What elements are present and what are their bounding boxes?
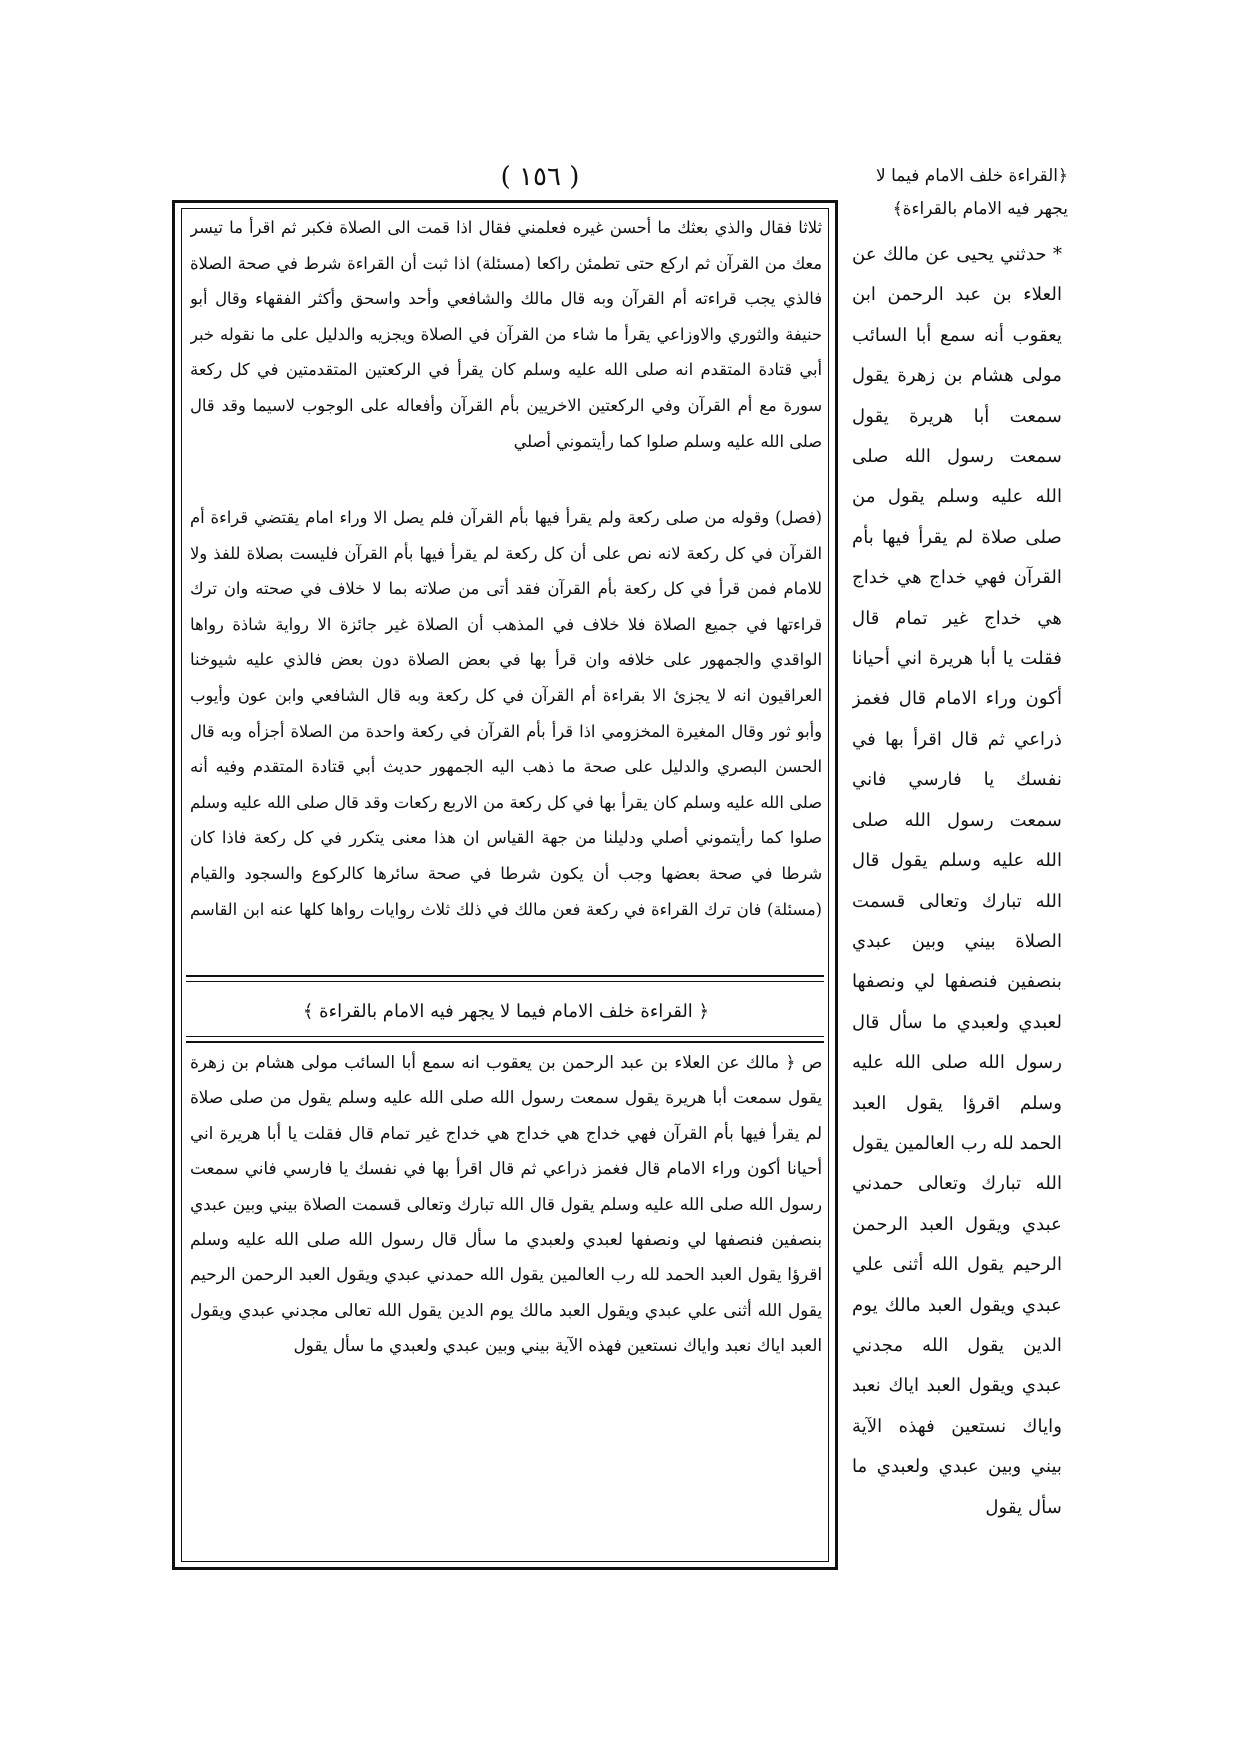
- marginal-hadith-text: * حدثني يحيى عن مالك عن العلاء بن عبد الرحمن ابن يعقوب أنه سمع أبا السائب مولى هشام بن زهرة يقول سمعت أبا هريرة يقول سمعت رسول الله صلى الله عليه وسلم يقول من صلى صلاة لم يقرأ فيها بأم القرآن فهي خداج هي خداج هي خداج غير تمام قال فقلت يا أبا هريرة اني أحيانا أكون وراء الامام قال فغمز ذراعي ثم قال اقرأ بها في نفسك يا فارسي فاني سمعت رسول الله صلى الله عليه وسلم يقول قال الله تبارك وتعالى قسمت الصلاة بيني وبين عبدي بنصفين فنصفها لي ونصفها لعبدي ولعبدي ما سأل قال رسول الله صلى الله عليه وسلم اقرؤا يقول العبد الحمد لله رب العالمين يقول الله تبارك وتعالى حمدني عبدي ويقول العبد الرحمن الرحيم يقول الله أثنى علي عبدي ويقول العبد مالك يوم الدين يقول الله مجدني عبدي ويقول العبد اياك نعبد واياك نستعين فهذه الآية بيني وبين عبدي ولعبدي ما سأل يقول: [852, 244, 1062, 1518]
- section-divider-top-thin: [186, 981, 824, 982]
- commentary-section-1: ثلاثا فقال والذي بعثك ما أحسن غيره فعلمني فقال اذا قمت الى الصلاة فكبر ثم اقرأ ما تيسر معك من القرآن ثم اركع حتى تطمئن راكعا (مسئلة) اذا ثبت أن القراءة شرط في صحة الصلاة فالذي يجب قراءته أم القرآن وبه قال مالك والشافعي وأحد واسحق وأكثر الفقهاء وقال أبو حنيفة والثوري والاوزاعي يقرأ ما شاء من القرآن في الصلاة ويجزيه والدليل على ما نقوله خبر أبي قتادة المتقدم انه صلى الله عليه وسلم كان يقرأ في الركعتين المتقدمتين في كل ركعة سورة مع أم القرآن وفي الركعتين الاخريين بأم القرآن وأفعاله على الوجوب لاسيما وقد قال صلى الله عليه وسلم صلوا كما رأيتموني أصلي: [190, 218, 822, 451]
- page-number: ( ١٥٦ ): [500, 162, 580, 192]
- marginal-heading: ﴿القراءة خلف الامام فيما لا يجهر فيه الامام بالقراءة﴾: [875, 166, 1068, 219]
- section-divider-bottom: [186, 1041, 824, 1043]
- section-divider-top: [186, 975, 824, 977]
- chapter-heading: ﴿ القراءة خلف الامام فيما لا يجهر فيه الامام بالقراءة ﴾: [302, 1001, 710, 1022]
- commentary-section-2: (فصل) وقوله من صلى ركعة ولم يقرأ فيها بأم القرآن فلم يصل الا وراء امام يقتضي قراءة أم القرآن في كل ركعة لانه نص على أن كل ركعة لم يقرأ فيها بأم القرآن فليست بصلاة للفذ ولا للامام فمن قرأ في كل ركعة بأم القرآن فقد أتى من صلاته بما لا خلاف في صحته وان ترك قراءتها في جميع الصلاة فلا خلاف في المذهب أن الصلاة غير جائزة الا رواية شاذة رواها الواقدي والجمهور على خلافه وان قرأ بها في بعض الصلاة دون بعض فالذي عليه شيوخنا العراقيون انه لا يجزئ الا بقراءة أم القرآن في كل ركعة وبه قال الشافعي وابن عون وأيوب وأبو ثور وقال المغيرة المخزومي اذا قرأ بأم القرآن في ركعة واحدة من الصلاة أجزأه وبه قال الحسن البصري والدليل على صحة ما ذهب اليه الجمهور حديث أبي قتادة المتقدم وفيه أنه صلى الله عليه وسلم كان يقرأ بها في كل ركعة من الاربع ركعات وقد قال صلى الله عليه وسلم صلوا كما رأيتموني أصلي ودليلنا من جهة القياس ان هذا معنى يتكرر في كل ركعة فاذا كان شرطا في صحة بعضها وجب أن يكون شرطا في صحة سائرها كالركوع والسجود والقيام (مسئلة) فان ترك القراءة في ركعة فعن مالك في ذلك ثلاث روايات رواها كلها عنه ابن القاسم: [190, 508, 822, 919]
- hadith-text-section: ص ﴿ مالك عن العلاء بن عبد الرحمن بن يعقوب انه سمع أبا السائب مولى هشام بن زهرة يقول سمعت أبا هريرة يقول سمعت رسول الله صلى الله عليه وسلم يقول من صلى صلاة لم يقرأ فيها بأم القرآن فهي خداج هي خداج هي خداج غير تمام قال فقلت يا أبا هريرة اني أحيانا أكون وراء الامام قال فغمز ذراعي ثم قال اقرأ بها في نفسك يا فارسي فاني سمعت رسول الله صلى الله عليه وسلم يقول قال الله تبارك وتعالى قسمت الصلاة بيني وبين عبدي بنصفين فنصفها لي ونصفها لعبدي ولعبدي ما سأل قال رسول الله صلى الله عليه وسلم اقرؤا يقول العبد الحمد لله رب العالمين يقول الله حمدني عبدي ويقول العبد الرحمن الرحيم يقول الله أثنى علي عبدي ويقول العبد مالك يوم الدين يقول الله تعالى مجدني عبدي ويقول العبد اياك نعبد واياك نستعين فهذه الآية بيني وبين عبدي ولعبدي ما سأل يقول: [190, 1052, 822, 1356]
- section-divider-bottom-thin: [186, 1036, 824, 1037]
